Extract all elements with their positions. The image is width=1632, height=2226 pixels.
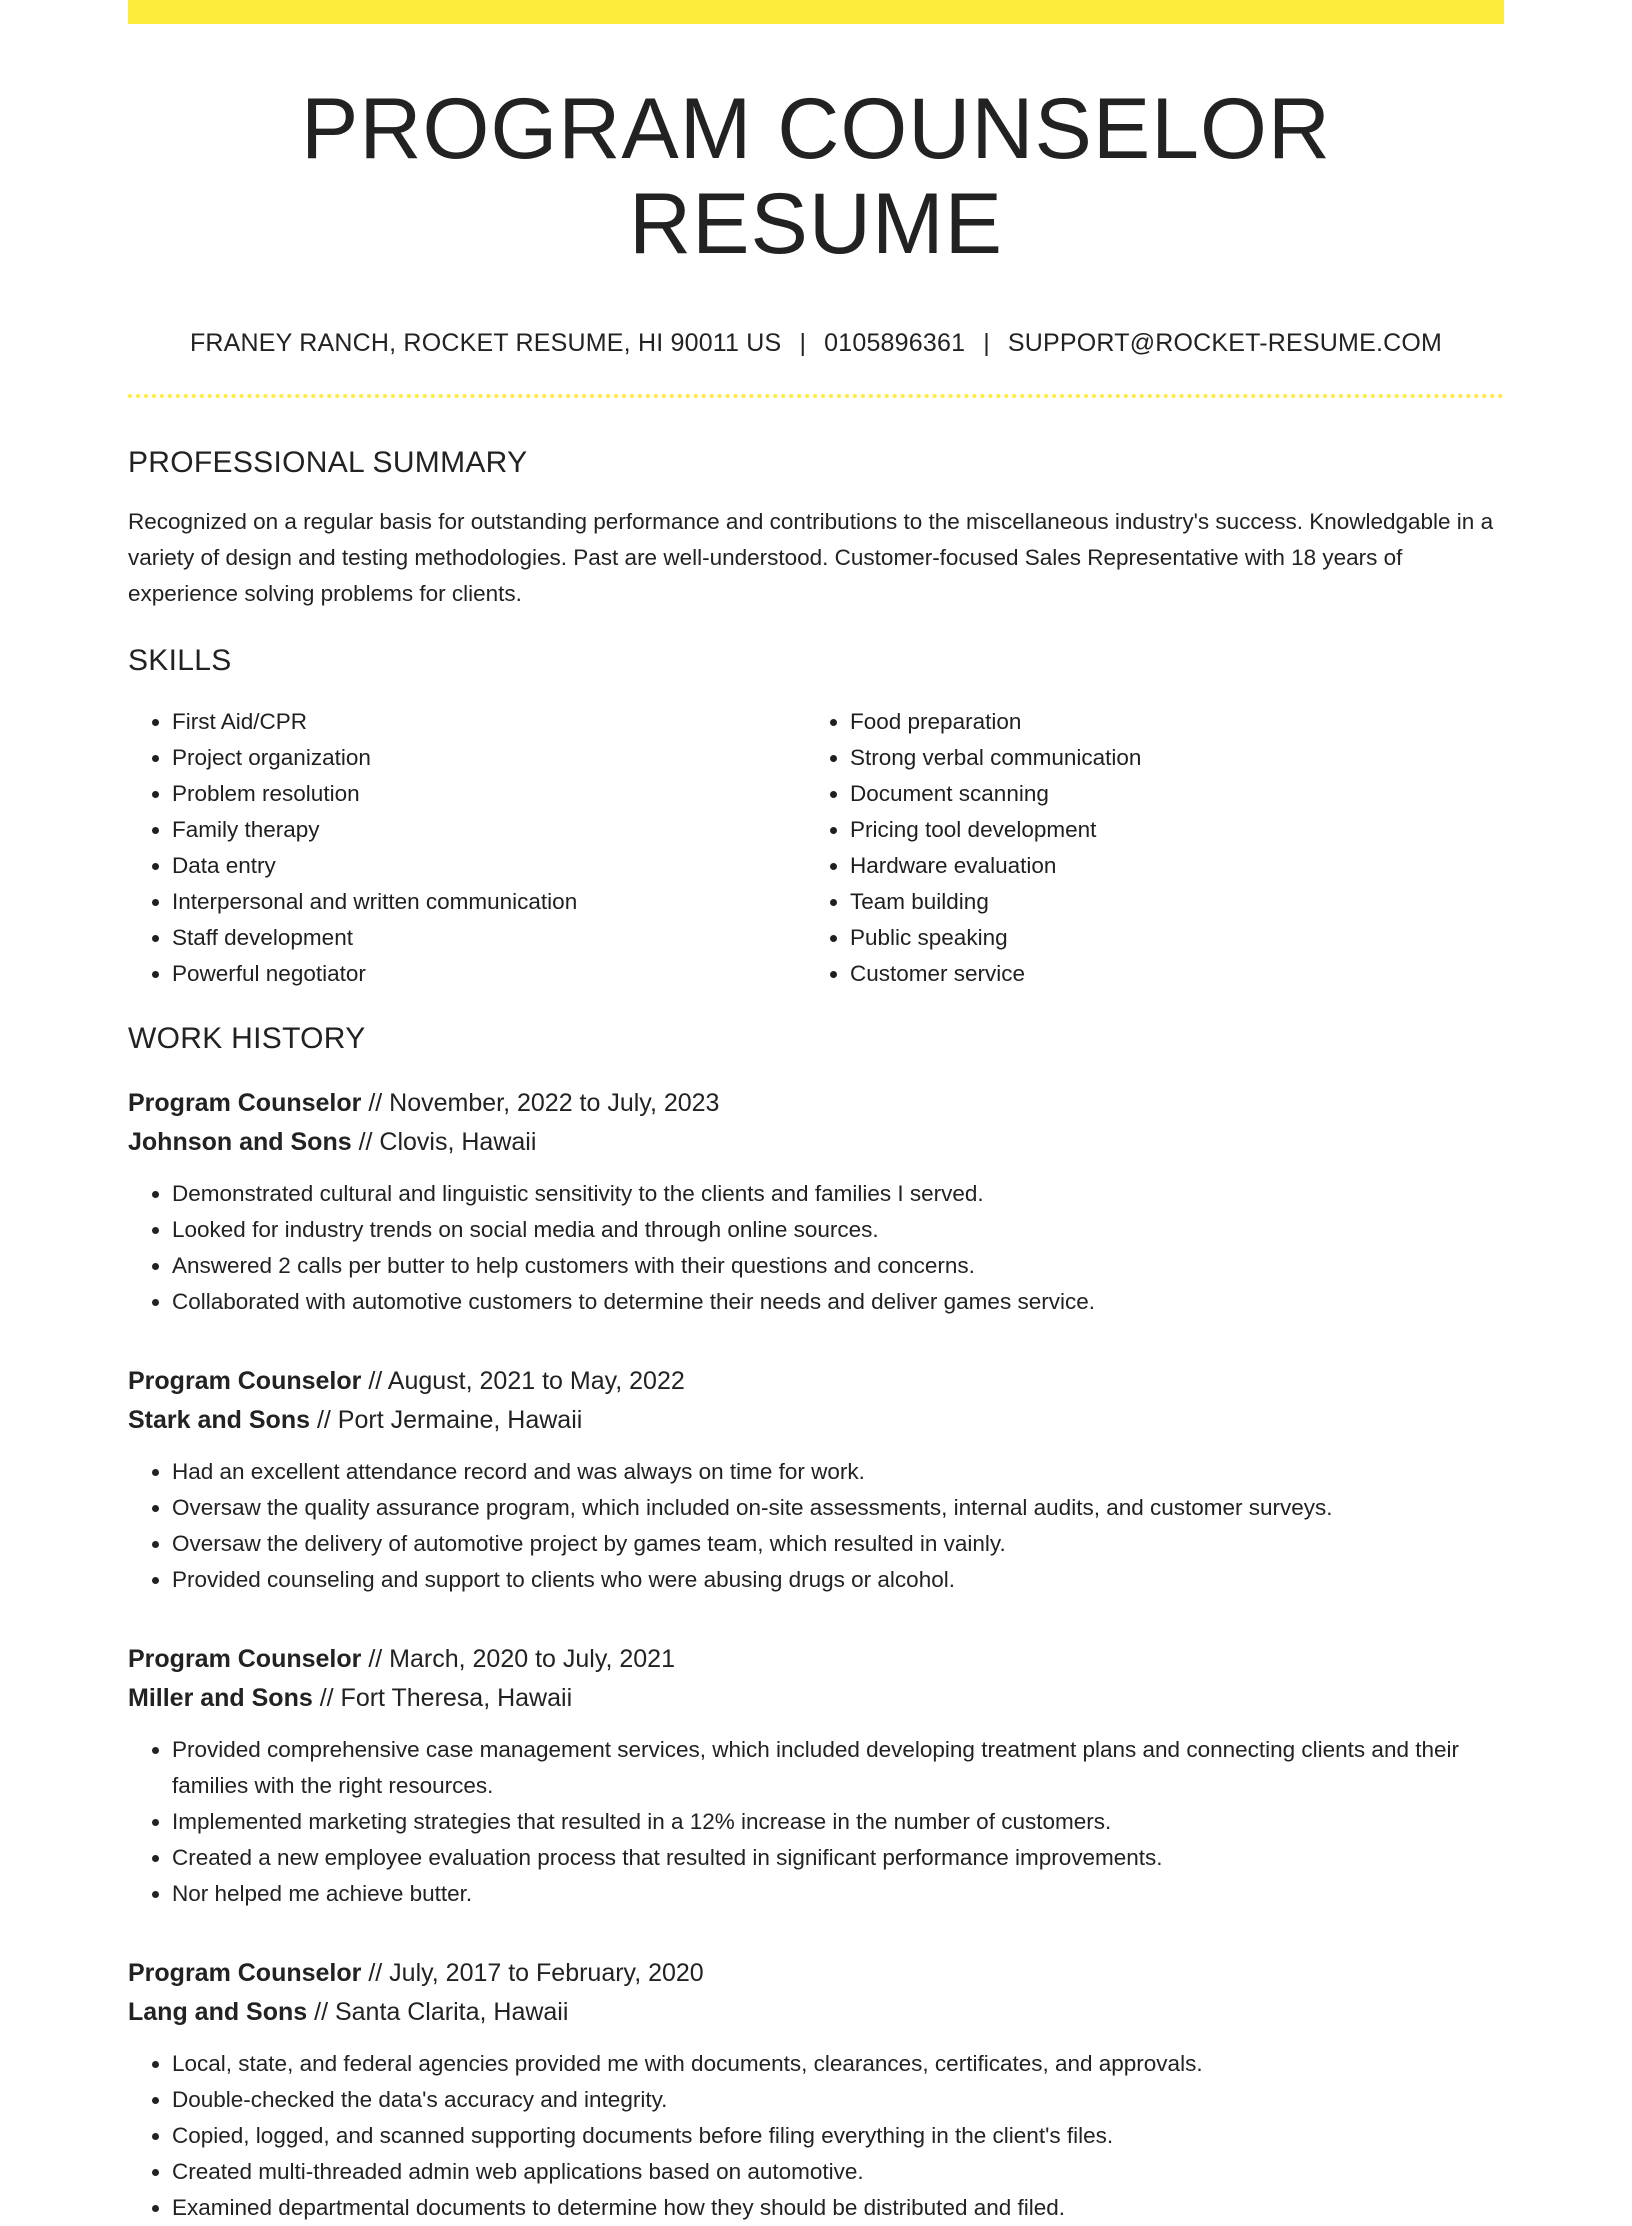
job-bullet: • Created multi-threaded admin web applications based on automotive. <box>172 2154 1504 2190</box>
job-dates: // November, 2022 to July, 2023 <box>368 1089 720 1118</box>
resume-title: PROGRAM COUNSELOR RESUME <box>300 81 1332 272</box>
skill-item: • Customer service <box>850 956 1504 992</box>
skill-item: • Strong verbal communication <box>850 740 1504 776</box>
job-bullet: • Copied, logged, and scanned supporting documents before filing everything in the client's files. <box>172 2118 1504 2154</box>
skills-column-right <box>826 704 1504 992</box>
job-location: // Port Jermaine, Hawaii <box>316 1406 583 1435</box>
job-company-line <box>128 1679 1504 1718</box>
job-dates: // July, 2017 to February, 2020 <box>368 1959 704 1988</box>
contact-address: FRANEY RANCH, ROCKET RESUME, HI 90011 US <box>189 329 782 358</box>
job-title-line <box>128 1954 1504 1993</box>
skills-heading: SKILLS <box>128 644 232 678</box>
job-bullets <box>128 2046 1504 2226</box>
resume-page <box>128 0 1504 2226</box>
job-company: Stark and Sons <box>128 1406 310 1435</box>
job-bullet: • Double-checked the data's accuracy and integrity. <box>172 2082 1504 2118</box>
skill-item: • Project organization <box>172 740 826 776</box>
job-bullet: • Collaborated with automotive customers to determine their needs and deliver games service. <box>172 1284 1504 1320</box>
job-company-line <box>128 1993 1504 2032</box>
dotted-divider <box>128 394 1504 398</box>
job-bullet: • Had an excellent attendance record and was always on time for work. <box>172 1454 1504 1490</box>
work-history-list <box>128 1084 1504 2226</box>
skill-item: • First Aid/CPR <box>172 704 826 740</box>
skill-item: • Powerful negotiator <box>172 956 826 992</box>
job-dates: // August, 2021 to May, 2022 <box>368 1367 685 1396</box>
contact-line <box>128 329 1504 358</box>
job-location: // Santa Clarita, Hawaii <box>314 1998 569 2027</box>
job-bullets <box>128 1732 1504 1912</box>
job-bullets <box>128 1176 1504 1320</box>
contact-separator: | <box>983 329 990 358</box>
skill-item: • Team building <box>850 884 1504 920</box>
job-bullets <box>128 1454 1504 1598</box>
job-title: Program Counselor <box>128 1089 362 1118</box>
job-bullet: • Oversaw the delivery of automotive project by games team, which resulted in vainly. <box>172 1526 1504 1562</box>
job-entry <box>128 1640 1504 1912</box>
job-bullet: • Created a new employee evaluation process that resulted in significant performance improvements. <box>172 1840 1504 1876</box>
job-entry <box>128 1954 1504 2226</box>
skills-list <box>128 704 1504 992</box>
job-location: // Fort Theresa, Hawaii <box>319 1684 573 1713</box>
work-history-heading: WORK HISTORY <box>128 1022 366 1056</box>
job-bullet: • Provided comprehensive case management services, which included developing treatment plans and connecting clients and their families with the right resources. <box>172 1732 1504 1804</box>
skill-item: • Document scanning <box>850 776 1504 812</box>
skill-item: • Hardware evaluation <box>850 848 1504 884</box>
skill-item: • Family therapy <box>172 812 826 848</box>
job-title-line <box>128 1640 1504 1679</box>
job-location: // Clovis, Hawaii <box>358 1128 537 1157</box>
skill-item: • Public speaking <box>850 920 1504 956</box>
job-bullet: • Provided counseling and support to clients who were abusing drugs or alcohol. <box>172 1562 1504 1598</box>
contact-separator: | <box>799 329 807 358</box>
summary-heading: PROFESSIONAL SUMMARY <box>128 446 528 480</box>
job-bullet: • Demonstrated cultural and linguistic sensitivity to the clients and families I served. <box>172 1176 1504 1212</box>
job-bullet: • Local, state, and federal agencies provided me with documents, clearances, certificates, and approvals. <box>172 2046 1504 2082</box>
job-dates: // March, 2020 to July, 2021 <box>368 1645 675 1674</box>
job-company: Johnson and Sons <box>128 1128 352 1157</box>
job-company: Lang and Sons <box>128 1998 308 2027</box>
skills-column-left <box>128 704 826 992</box>
job-title: Program Counselor <box>128 1959 362 1988</box>
contact-phone: 0105896361 <box>824 329 966 358</box>
job-title: Program Counselor <box>128 1645 362 1674</box>
summary-text: Recognized on a regular basis for outstanding performance and contributions to the miscellaneous industry's success. Knowledgable in a variety of design and testing methodologies. Past are well-understood. Customer-focused Sales Representative with 18 years of experience solving problems for clients. <box>128 509 1494 607</box>
job-company-line <box>128 1401 1504 1440</box>
skill-item: • Pricing tool development <box>850 812 1504 848</box>
job-company-line <box>128 1123 1504 1162</box>
job-entry <box>128 1084 1504 1320</box>
job-company: Miller and Sons <box>128 1684 313 1713</box>
skill-item: • Food preparation <box>850 704 1504 740</box>
skill-item: • Problem resolution <box>172 776 826 812</box>
skill-item: • Data entry <box>172 848 826 884</box>
job-bullet: • Answered 2 calls per butter to help customers with their questions and concerns. <box>172 1248 1504 1284</box>
job-bullet: • Examined departmental documents to determine how they should be distributed and filed. <box>172 2190 1504 2226</box>
job-bullet: • Looked for industry trends on social media and through online sources. <box>172 1212 1504 1248</box>
job-bullet: • Nor helped me achieve butter. <box>172 1876 1504 1912</box>
job-entry <box>128 1362 1504 1598</box>
accent-top-bar <box>128 0 1504 24</box>
job-bullet: • Oversaw the quality assurance program, which included on-site assessments, internal audits, and customer surveys. <box>172 1490 1504 1526</box>
job-bullet: • Implemented marketing strategies that resulted in a 12% increase in the number of customers. <box>172 1804 1504 1840</box>
job-title: Program Counselor <box>128 1367 362 1396</box>
skill-item: • Interpersonal and written communication <box>172 884 826 920</box>
skill-item: • Staff development <box>172 920 826 956</box>
job-title-line <box>128 1362 1504 1401</box>
job-title-line <box>128 1084 1504 1123</box>
contact-email: SUPPORT@ROCKET-RESUME.COM <box>1007 329 1443 358</box>
